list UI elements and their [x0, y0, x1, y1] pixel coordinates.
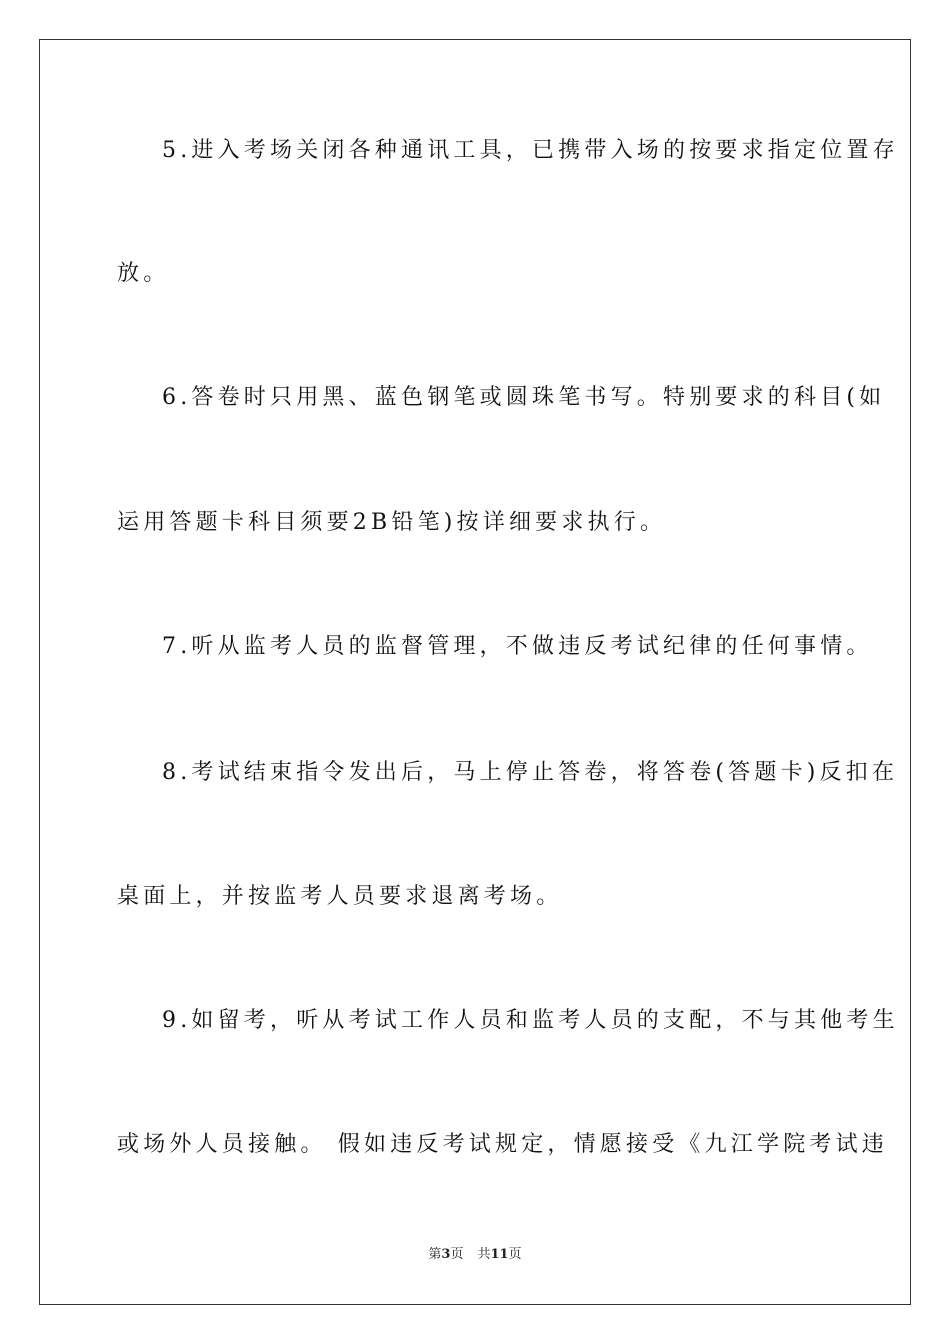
footer-page-suffix: 页: [450, 1247, 464, 1262]
paragraph-8-line-1: 8.考试结束指令发出后，马上停止答卷，将答卷(答题卡)反扣在: [162, 760, 899, 785]
footer-total-pages: 11: [490, 1247, 509, 1262]
paragraph-9-line-1: 9.如留考，听从考试工作人员和监考人员的支配，不与其他考生: [162, 1008, 899, 1033]
page-footer: [0, 1246, 950, 1264]
page-border: [39, 39, 911, 1305]
paragraph-9-line-2: 或场外人员接触。 假如违反考试规定，情愿接受《九江学院考试违: [117, 1132, 888, 1157]
paragraph-6-line-2: 运用答题卡科目须要2B铅笔)按详细要求执行。: [117, 510, 667, 535]
footer-page-prefix: 第: [428, 1247, 442, 1262]
footer-total-suffix: 页: [508, 1247, 522, 1262]
paragraph-6-line-1: 6.答卷时只用黑、蓝色钢笔或圆珠笔书写。特别要求的科目(如: [162, 385, 886, 410]
paragraph-5-line-1: 5.进入考场关闭各种通讯工具，已携带入场的按要求指定位置存: [162, 138, 899, 163]
footer-page-number: 3: [441, 1247, 451, 1262]
paragraph-7-line-1: 7.听从监考人员的监督管理，不做违反考试纪律的任何事情。: [162, 634, 873, 659]
paragraph-8-line-2: 桌面上，并按监考人员要求退离考场。: [117, 884, 563, 909]
paragraph-5-line-2: 放。: [117, 261, 170, 286]
footer-total-prefix: 共: [477, 1247, 491, 1262]
